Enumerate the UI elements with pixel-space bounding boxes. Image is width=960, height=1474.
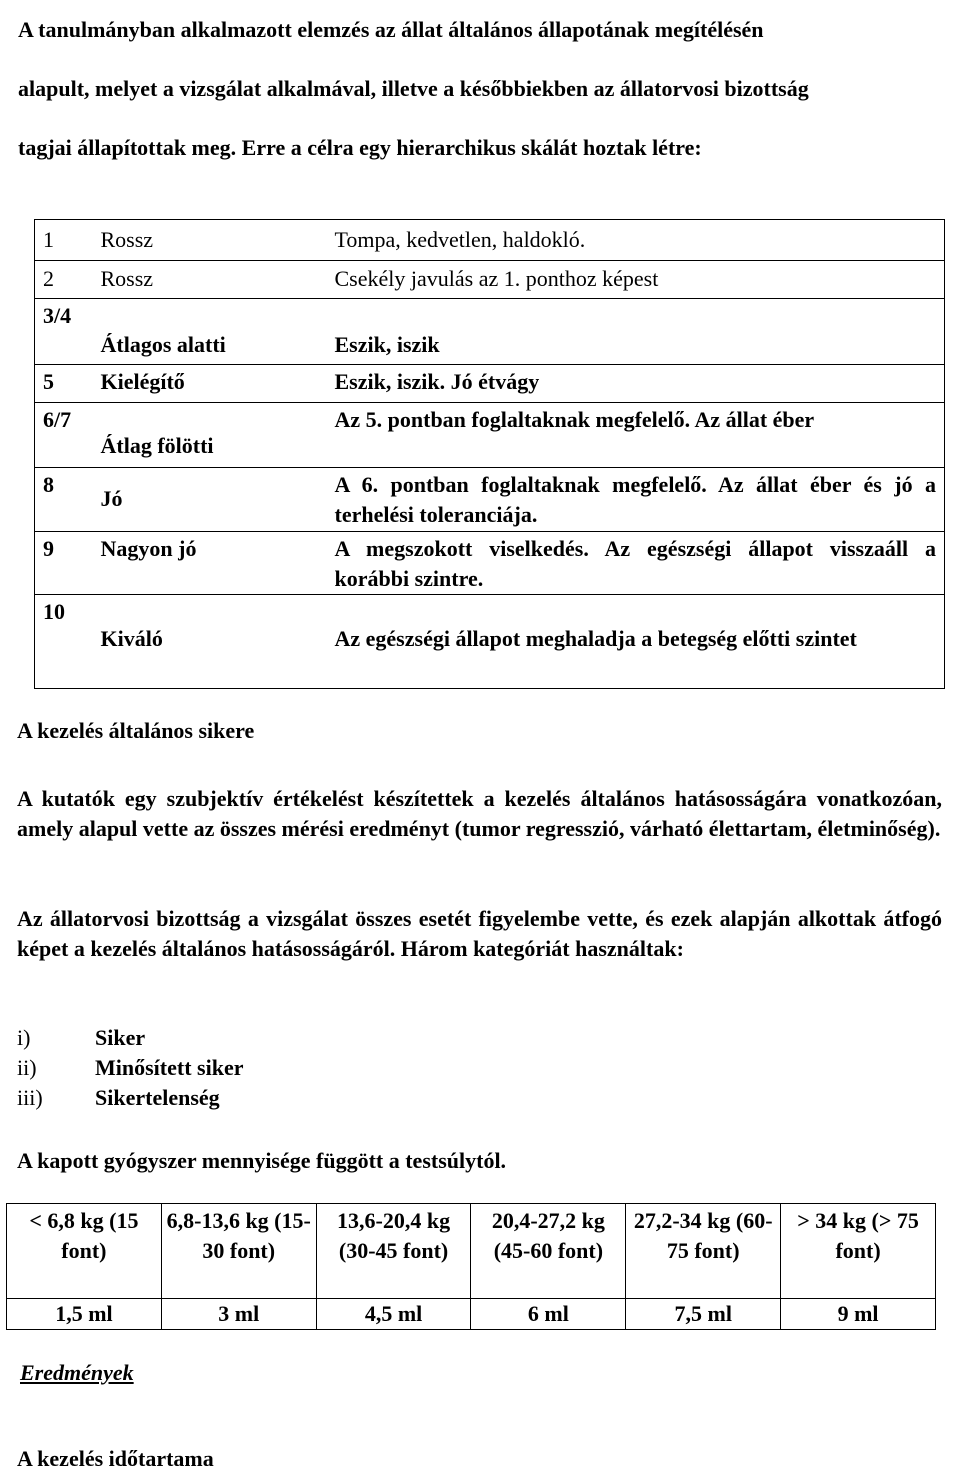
paragraph: A kutatók egy szubjektív értékelést készítettek a kezelés általános hatásosságára vonatkozóan, amely alapul vette az összes mérési eredményt (tumor regresszió, várható élettartam, életminőség). xyxy=(17,786,942,841)
scale-category: Jó xyxy=(93,468,327,532)
results-heading: Eredmények xyxy=(20,1360,134,1385)
scale-category: Nagyon jó xyxy=(93,532,327,595)
weight-cell: 13,6-20,4 kg (30-45 font) xyxy=(316,1204,471,1299)
intro-line: tagjai állapítottak meg. Erre a célra egy hierarchikus skálát hoztak létre: xyxy=(18,135,702,160)
table-row xyxy=(35,403,945,468)
scale-number: 9 xyxy=(35,532,93,595)
scale-description: A megszokott viselkedés. Az egészségi állapot visszaáll a korábbi szintre. xyxy=(327,532,945,595)
list-item-number: i) xyxy=(17,1025,31,1050)
dose-table xyxy=(6,1203,936,1330)
list-item-label: Siker xyxy=(95,1025,146,1050)
section-heading: A kezelés általános sikere xyxy=(17,718,255,743)
weight-cell: < 6,8 kg (15 font) xyxy=(7,1204,162,1299)
scale-description: Tompa, kedvetlen, haldokló. xyxy=(327,220,945,261)
condition-scale-table xyxy=(34,219,945,689)
scale-number: 5 xyxy=(35,365,93,403)
table-row xyxy=(35,261,945,299)
scale-category: Rossz xyxy=(93,261,327,299)
list-item-number: iii) xyxy=(17,1085,43,1110)
scale-category: Átlag fölötti xyxy=(93,403,327,468)
intro-line: A tanulmányban alkalmazott elemzés az állat általános állapotának megítélésén xyxy=(18,17,764,42)
dose-sentence: A kapott gyógyszer mennyisége függött a testsúlytól. xyxy=(17,1148,507,1173)
table-row xyxy=(35,299,945,365)
table-row xyxy=(35,595,945,689)
table-row xyxy=(35,365,945,403)
table-row xyxy=(35,468,945,532)
scale-description: Eszik, iszik. Jó étvágy xyxy=(327,365,945,403)
scale-category: Átlagos alatti xyxy=(93,299,327,365)
dose-cell: 1,5 ml xyxy=(7,1299,162,1330)
scale-number: 2 xyxy=(35,261,93,299)
dose-cell: 9 ml xyxy=(781,1299,936,1330)
table-row xyxy=(7,1204,936,1299)
weight-cell: 20,4-27,2 kg (45-60 font) xyxy=(471,1204,626,1299)
intro-line: alapult, melyet a vizsgálat alkalmával, illetve a későbbiekben az állatorvosi bizottság xyxy=(18,76,809,101)
dose-cell: 6 ml xyxy=(471,1299,626,1330)
duration-heading: A kezelés időtartama xyxy=(17,1446,214,1471)
scale-number: 1 xyxy=(35,220,93,261)
scale-description: Az egészségi állapot meghaladja a betegség előtti szintet xyxy=(327,595,945,689)
scale-description: Eszik, iszik xyxy=(327,299,945,365)
dose-cell: 7,5 ml xyxy=(626,1299,781,1330)
scale-category: Kielégítő xyxy=(93,365,327,403)
scale-description: Az 5. pontban foglaltaknak megfelelő. Az állat éber xyxy=(327,403,945,468)
scale-category: Kiváló xyxy=(93,595,327,689)
dose-cell: 3 ml xyxy=(161,1299,316,1330)
weight-cell: 6,8-13,6 kg (15-30 font) xyxy=(161,1204,316,1299)
weight-cell: > 34 kg (> 75 font) xyxy=(781,1204,936,1299)
table-row xyxy=(35,532,945,595)
table-row xyxy=(35,220,945,261)
weight-cell: 27,2-34 kg (60-75 font) xyxy=(626,1204,781,1299)
table-row xyxy=(7,1299,936,1330)
scale-number: 3/4 xyxy=(35,299,93,365)
scale-category: Rossz xyxy=(93,220,327,261)
dose-cell: 4,5 ml xyxy=(316,1299,471,1330)
intro-paragraph xyxy=(18,0,943,177)
list-item-number: ii) xyxy=(17,1055,37,1080)
scale-number: 8 xyxy=(35,468,93,532)
list-item-label: Sikertelenség xyxy=(95,1085,220,1110)
scale-number: 6/7 xyxy=(35,403,93,468)
list-item-label: Minősített siker xyxy=(95,1055,244,1080)
scale-description: Csekély javulás az 1. ponthoz képest xyxy=(327,261,945,299)
scale-description: A 6. pontban foglaltaknak megfelelő. Az állat éber és jó a terhelési toleranciája. xyxy=(327,468,945,532)
scale-number: 10 xyxy=(35,595,93,689)
paragraph: Az állatorvosi bizottság a vizsgálat összes esetét figyelembe vette, és ezek alapján alkottak átfogó képet a kezelés általános hatásosságáról. Három kategóriát használtak: xyxy=(17,906,942,961)
